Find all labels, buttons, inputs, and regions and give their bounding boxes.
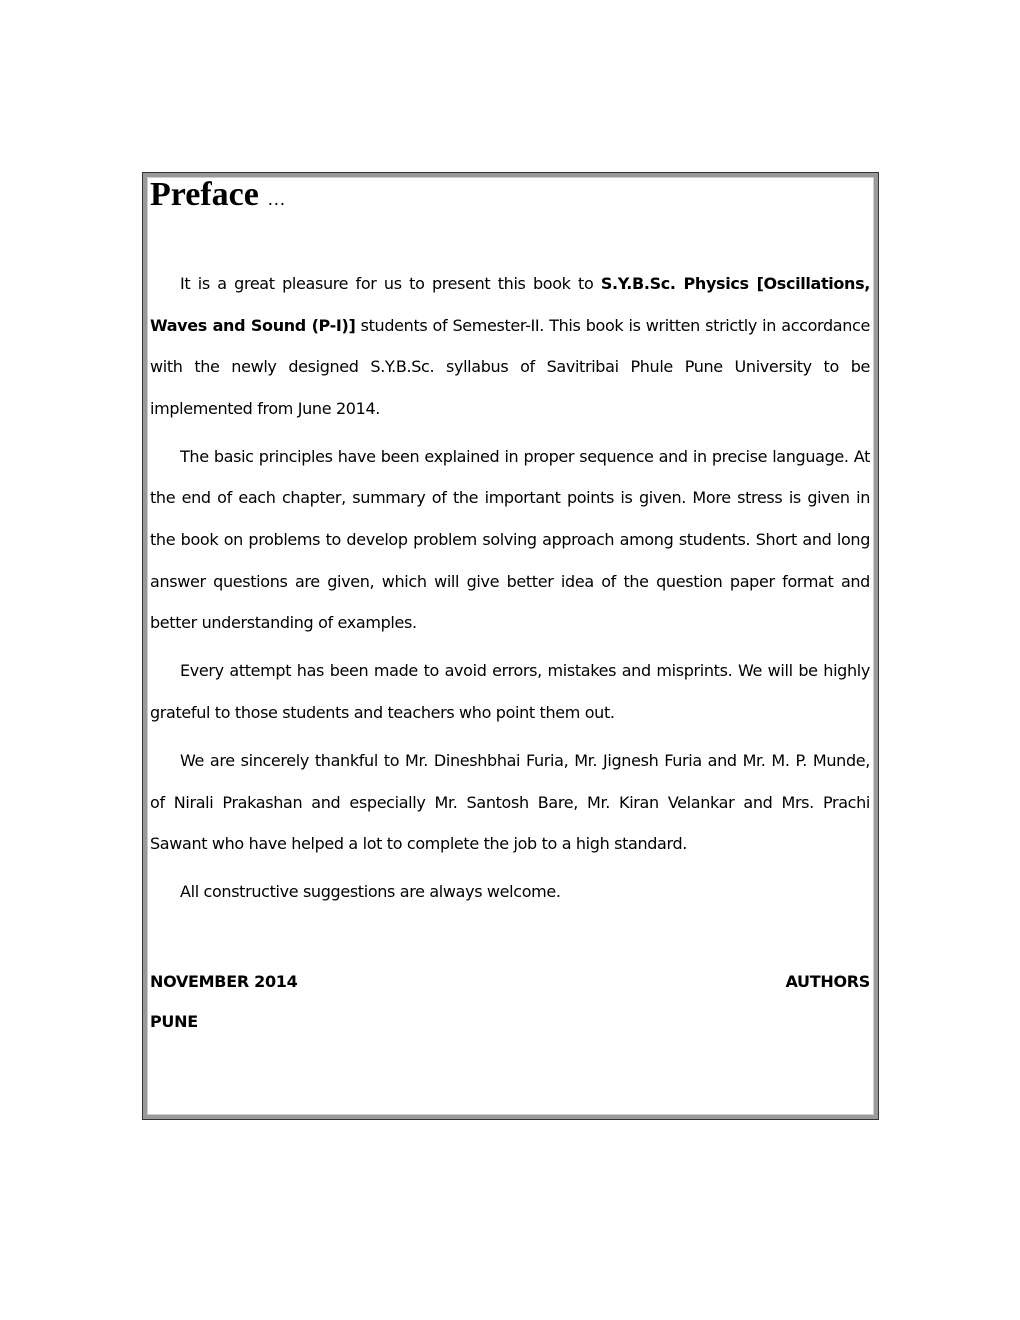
page-title [150, 176, 285, 214]
signature-authors: AUTHORS [785, 972, 870, 991]
paragraph-principles: The basic principles have been explained in proper sequence and in precise language. At the end of each chapter, summary of the important points is given. More stress is given in the book on problems to develop problem solving approach among students. Short and long answer questions are given, which will give better idea of the question paper format and better understanding of examples. [150, 446, 870, 633]
preface-body [150, 263, 870, 919]
signature-place: PUNE [150, 1012, 198, 1031]
signature-line [150, 972, 870, 991]
course-name: S.Y.B.Sc. Physics [Oscillations, Waves and Sound (P-I)] [150, 274, 870, 335]
paragraph-thanks: We are sincerely thankful to Mr. Dineshbhai Furia, Mr. Jignesh Furia and Mr. M. P. Munde, of Nirali Prakashan and especially Mr. Santosh Bare, Mr. Kiran Velankar and Mrs. Prachi Sawant who have helped a lot to complete the job to a high standard. [150, 751, 870, 854]
text: It is a great pleasure for us to present this book to [180, 274, 601, 293]
paragraph-intro [150, 263, 870, 429]
title-ellipsis: … [267, 189, 286, 209]
signature-date: NOVEMBER 2014 [150, 972, 298, 991]
title-text: Preface [150, 176, 259, 213]
paragraph-errors: Every attempt has been made to avoid errors, mistakes and misprints. We will be highly grateful to those students and teachers who point them out. [150, 661, 870, 722]
text: students of Semester-II. This book is written strictly in accordance with the newly designed S.Y.B.Sc. syllabus of Savitribai Phule Pune University to be implemented from June 2014. [150, 315, 870, 418]
paragraph-suggestions: All constructive suggestions are always welcome. [180, 882, 561, 902]
